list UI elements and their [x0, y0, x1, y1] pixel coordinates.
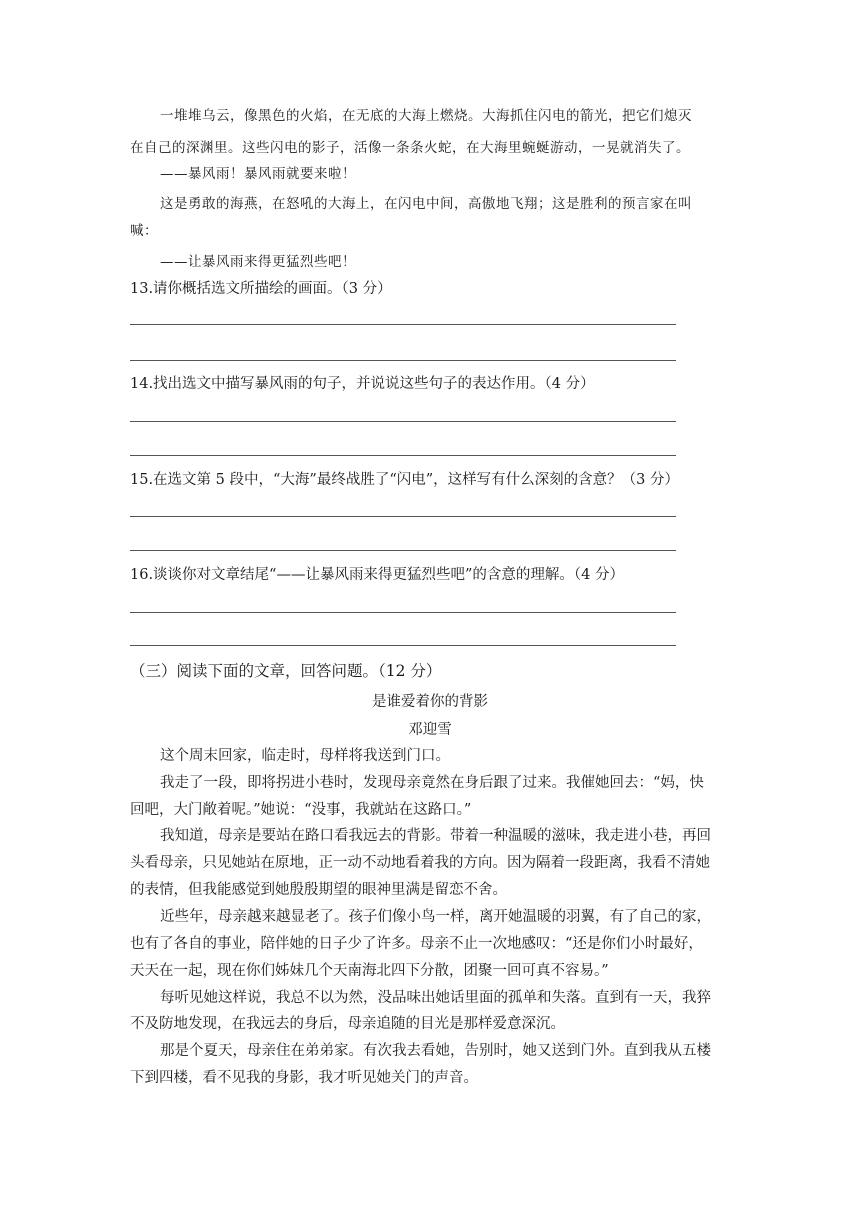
- answer-line[interactable]: [130, 421, 676, 422]
- article-line: 的表情，但我能感觉到她殷殷期望的眼神里满是留恋不舍。: [130, 882, 507, 898]
- article-line: 也有了各自的事业，陪伴她的日子少了许多。母亲不止一次地感叹：“还是你们小时最好，: [130, 936, 703, 952]
- poem-line: 喊：: [130, 223, 158, 239]
- poem-line: ——让暴风雨来得更猛烈些吧！: [160, 254, 356, 270]
- article-line: 这个周末回家，临走时，母样将我送到门口。: [160, 748, 450, 764]
- article-line: 头看母亲，只见她站在原地，正一动不动地看着我的方向。因为隔着一段距离，我看不清她: [130, 855, 710, 871]
- article-line: 天天在一起，现在你们姊妹几个天南海北四下分散，团聚一回可真不容易。”: [130, 963, 609, 979]
- section-heading: （三）阅读下面的文章，回答问题。（12 分）: [130, 662, 442, 680]
- article-title: 是谁爱着你的背影: [372, 694, 488, 710]
- answer-line[interactable]: [130, 324, 676, 325]
- answer-line[interactable]: [130, 550, 676, 551]
- article-line: 那是个夏天，母亲住在弟弟家。有次我去看她，告别时，她又送到门外。直到我从五楼: [160, 1043, 711, 1059]
- answer-line[interactable]: [130, 360, 676, 361]
- question-15: 15.在选文第 5 段中，“大海”最终战胜了“闪电”，这样写有什么深刻的含意？（3 分）: [130, 472, 679, 488]
- article-line: 我走了一段，即将拐进小巷时，发现母亲竟然在身后跟了过来。我催她回去：“妈，快: [160, 775, 704, 791]
- article-line: 回吧，大门敞着呢。”她说：“没事，我就站在这路口。”: [130, 802, 472, 818]
- poem-line: 在自己的深渊里。这些闪电的影子，活像一条条火蛇，在大海里蜿蜒游动，一晃就消失了。: [130, 140, 690, 156]
- answer-line[interactable]: [130, 645, 676, 646]
- article-line: 我知道，母亲是要站在路口看我远去的背影。带着一种温暖的滋味，我走进小巷，再回: [160, 828, 711, 844]
- article-line: 每听见她这样说，我总不以为然，没品味出她话里面的孤单和失落。直到有一天，我猝: [160, 990, 711, 1006]
- article-author: 邓迎雪: [408, 722, 452, 738]
- article-line: 下到四楼，看不见我的身影，我才听见她关门的声音。: [130, 1070, 478, 1086]
- question-14: 14.找出选文中描写暴风雨的句子，并说说这些句子的表达作用。（4 分）: [130, 376, 595, 392]
- poem-line: ——暴风雨！暴风雨就要来啦！: [160, 166, 356, 182]
- question-13: 13.请你概括选文所描绘的画面。（3 分）: [130, 281, 392, 297]
- question-16: 16.谈谈你对文章结尾“——让暴风雨来得更猛烈些吧”的含意的理解。（4 分）: [130, 567, 624, 583]
- article-line: 不及防地发现，在我远去的身后，母亲追随的目光是那样爱意深沉。: [130, 1016, 565, 1032]
- poem-line: 一堆堆乌云，像黑色的火焰，在无底的大海上燃烧。大海抓住闪电的箭光，把它们熄灭: [160, 108, 692, 124]
- answer-line[interactable]: [130, 516, 676, 517]
- answer-line[interactable]: [130, 612, 676, 613]
- article-line: 近些年，母亲越来越显老了。孩子们像小鸟一样，离开她温暖的羽翼，有了自己的家，: [160, 909, 711, 925]
- poem-line: 这是勇敢的海燕，在怒吼的大海上，在闪电中间，高傲地飞翔；这是胜利的预言家在叫: [160, 196, 692, 212]
- answer-line[interactable]: [130, 455, 676, 456]
